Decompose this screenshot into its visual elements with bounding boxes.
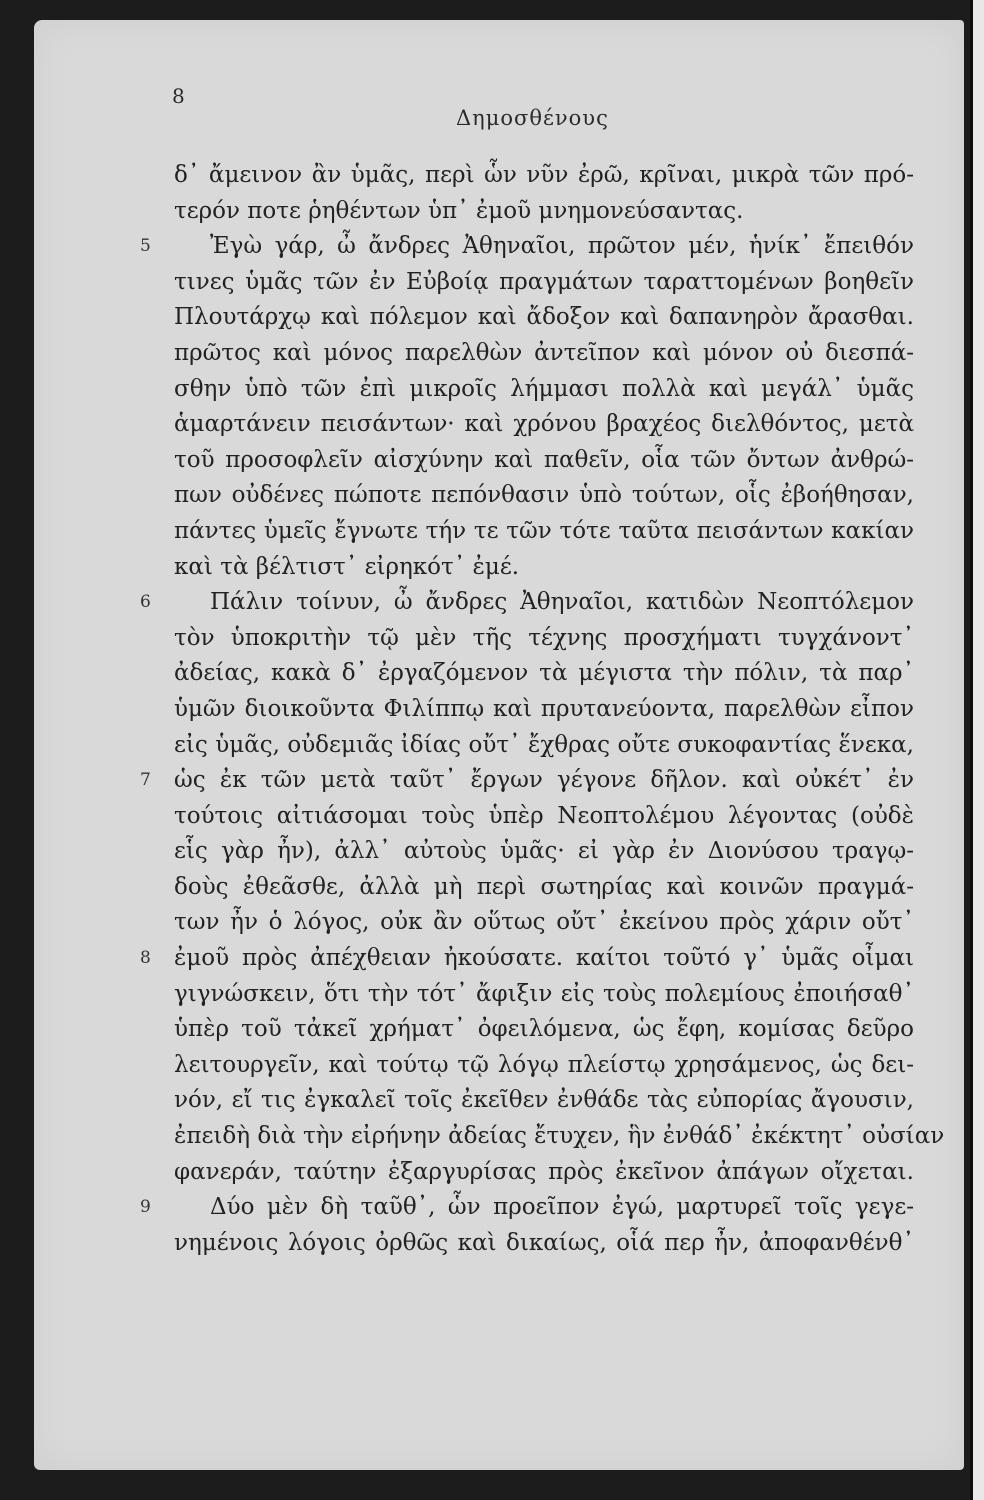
text-line — [174, 728, 914, 764]
section-number: 6 — [140, 592, 151, 613]
text-line — [174, 870, 914, 906]
line-text: ἐμοῦ πρὸς ἀπέχθειαν ἠκούσατε. καίτοι τοῦτό γ᾽ ὑμᾶς οἶμαι — [174, 945, 914, 972]
text-line — [140, 763, 914, 799]
line-text: τὸν ὑποκριτὴν τῷ μὲν τῆς τέχνης προσχήματι τυγχάνοντ᾽ — [174, 624, 914, 651]
text-line — [174, 1226, 914, 1262]
section-number: 9 — [140, 1197, 151, 1218]
text-line — [174, 799, 914, 835]
text-line — [174, 158, 914, 194]
line-text: Δύο μὲν δὴ ταῦθ᾽, ὧν προεῖπον ἐγώ, μαρτυρεῖ τοῖς γεγε- — [210, 1194, 914, 1221]
text-line — [140, 941, 914, 977]
line-text: δοὺς ἐθεᾶσθε, ἀλλὰ μὴ περὶ σωτηρίας καὶ κοινῶν πραγμά- — [174, 873, 914, 900]
text-line — [174, 834, 914, 870]
line-text: τούτοις αἰτιάσομαι τοὺς ὑπὲρ Νεοπτολέμου λέγοντας (οὐδὲ — [174, 802, 914, 829]
line-text: εἷς γὰρ ἦν), ἀλλ᾽ αὐτοὺς ὑμᾶς· εἰ γὰρ ἐν Διονύσου τραγῳ- — [174, 838, 914, 865]
body-text — [140, 158, 945, 1261]
line-text: καὶ τὰ βέλτιστ᾽ εἰρηκότ᾽ ἐμέ. — [174, 553, 520, 580]
line-text: ὑμῶν διοικοῦντα Φιλίππῳ καὶ πρυτανεύοντα, παρελθὼν εἶπον — [174, 695, 914, 722]
line-text: πάντες ὑμεῖς ἔγνωτε τήν τε τῶν τότε ταῦτα πεισάντων κακίαν — [174, 517, 914, 544]
line-text: πρῶτος καὶ μόνος παρελθὼν ἀντεῖπον καὶ μόνον οὐ διεσπά- — [174, 339, 914, 366]
text-line — [174, 621, 914, 657]
line-text: λειτουργεῖν, καὶ τούτῳ τῷ λόγῳ πλείστῳ χρησάμενος, ὡς δει- — [174, 1051, 914, 1078]
line-text: τοῦ προσοφλεῖν αἰσχύνην καὶ παθεῖν, οἷα τῶν ὄντων ἀνθρώ- — [174, 446, 914, 473]
page-number: 8 — [172, 84, 185, 108]
book-page — [34, 20, 964, 1470]
section-number: 5 — [140, 236, 151, 257]
line-text: ὑπὲρ τοῦ τἀκεῖ χρήματ᾽ ὀφειλόμενα, ὡς ἔφη, κομίσας δεῦρο — [174, 1016, 914, 1043]
text-line — [174, 336, 914, 372]
text-line — [140, 1190, 914, 1226]
line-text: ἐπειδὴ διὰ τὴν εἰρήνην ἀδείας ἔτυχεν, ἣν ἐνθάδ᾽ ἐκέκτητ᾽ οὐσίαν — [174, 1123, 945, 1150]
text-line — [174, 300, 914, 336]
line-text: σθην ὑπὸ τῶν ἐπὶ μικροῖς λήμμασι πολλὰ καὶ μεγάλ᾽ ὑμᾶς — [174, 375, 914, 402]
line-text: φανεράν, ταύτην ἐξαργυρίσας πρὸς ἐκεῖνον ἀπάγων οἴχεται. — [174, 1158, 914, 1185]
line-text: ἁμαρτάνειν πεισάντων· καὶ χρόνου βραχέος διελθόντος, μετὰ — [174, 411, 914, 438]
text-line — [174, 905, 914, 941]
line-text: Πάλιν τοίνυν, ὦ ἄνδρες Ἀθηναῖοι, κατιδὼν Νεοπτόλεμον — [210, 589, 914, 616]
line-text: γιγνώσκειν, ὅτι τὴν τότ᾽ ἄφιξιν εἰς τοὺς πολεμίους ἐποιήσαθ᾽ — [174, 980, 914, 1007]
text-line — [140, 229, 914, 265]
text-line — [174, 478, 914, 514]
section-number: 8 — [140, 948, 151, 969]
text-line — [174, 372, 914, 408]
text-line — [174, 692, 914, 728]
text-line — [174, 1012, 914, 1048]
line-text: Πλουτάρχῳ καὶ πόλεμον καὶ ἄδοξον καὶ δαπανηρὸν ἄρασθαι. — [174, 304, 914, 331]
text-line — [174, 656, 914, 692]
line-text: ἀδείας, κακὰ δ᾽ ἐργαζόμενον τὰ μέγιστα τὴν πόλιν, τὰ παρ᾽ — [174, 660, 914, 687]
line-text: τερόν ποτε ῥηθέντων ὑπ᾽ ἐμοῦ μνημονεύσαντας. — [174, 197, 744, 224]
line-text: νημένοις λόγοις ὀρθῶς καὶ δικαίως, οἷά περ ἦν, ἀποφανθένθ᾽ — [174, 1229, 914, 1256]
line-text: ὡς ἐκ τῶν μετὰ ταῦτ᾽ ἔργων γέγονε δῆλον. καὶ οὐκέτ᾽ ἐν — [174, 767, 914, 794]
text-line — [174, 443, 914, 479]
text-line — [174, 265, 914, 301]
text-line — [174, 1048, 914, 1084]
line-text: εἰς ὑμᾶς, οὐδεμιᾶς ἰδίας οὔτ᾽ ἔχθρας οὔτε συκοφαντίας ἕνεκα, — [174, 731, 914, 758]
text-line — [140, 585, 914, 621]
text-line — [174, 1083, 914, 1119]
next-page-edge — [970, 0, 984, 1500]
line-text: των ἦν ὁ λόγος, οὐκ ἂν οὕτως οὔτ᾽ ἐκείνου πρὸς χάριν οὔτ᾽ — [174, 909, 914, 936]
section-number: 7 — [140, 770, 151, 791]
text-line — [174, 514, 914, 550]
text-line — [174, 194, 914, 230]
line-text: νόν, εἴ τις ἐγκαλεῖ τοῖς ἐκεῖθεν ἐνθάδε τὰς εὐπορίας ἄγουσιν, — [174, 1087, 914, 1114]
running-title: Δημοσθένους — [456, 106, 609, 130]
text-line — [174, 1119, 945, 1155]
line-text: πων οὐδένες πώποτε πεπόνθασιν ὑπὸ τούτων, οἷς ἐβοήθησαν, — [174, 482, 914, 509]
line-text: δ᾽ ἄμεινον ἂν ὑμᾶς, περὶ ὧν νῦν ἐρῶ, κρῖναι, μικρὰ τῶν πρό- — [174, 162, 914, 188]
line-text: Ἐγὼ γάρ, ὦ ἄνδρες Ἀθηναῖοι, πρῶτον μέν, ἡνίκ᾽ ἔπειθόν — [210, 233, 914, 260]
text-line — [174, 977, 914, 1013]
text-line — [174, 1155, 914, 1191]
text-line — [174, 550, 914, 586]
line-text: τινες ὑμᾶς τῶν ἐν Εὐβοίᾳ πραγμάτων ταραττομένων βοηθεῖν — [174, 268, 914, 295]
text-line — [174, 407, 914, 443]
